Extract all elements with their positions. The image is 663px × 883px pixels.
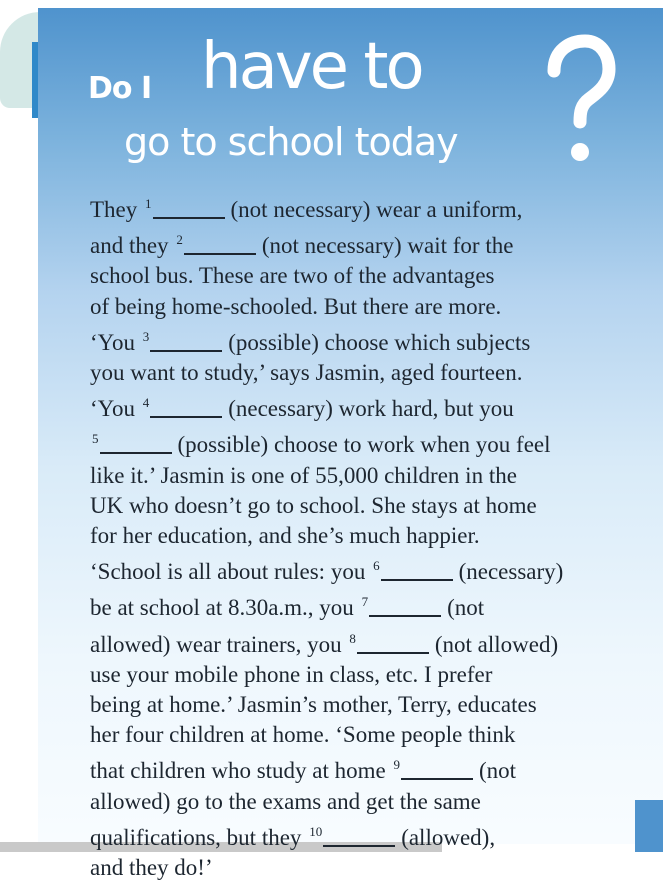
right-tab-decoration <box>635 800 663 852</box>
text-fragment: allowed) wear trainers, you <box>90 631 348 657</box>
answer-blank[interactable] <box>381 559 453 581</box>
text-fragment: that children who study at home <box>90 758 392 784</box>
gap-number: 5 <box>92 431 99 447</box>
text-fragment: (not <box>479 758 517 784</box>
gap-number: 3 <box>142 328 150 344</box>
text-fragment: and they <box>90 233 175 259</box>
gap-number: 6 <box>373 558 380 574</box>
text-fragment: (allowed), <box>401 824 496 850</box>
text-fragment: (necessary) work hard, but you <box>228 396 514 422</box>
text-fragment: like it.’ Jasmin is one of 55,000 children in the <box>90 462 517 488</box>
answer-blank[interactable] <box>184 233 256 255</box>
text-fragment: (not necessary) wear a uniform, <box>230 197 523 222</box>
text-line <box>90 189 638 225</box>
text-fragment: school bus. These are two of the advantages <box>90 263 495 289</box>
gap-number: 8 <box>349 630 356 646</box>
text-line <box>90 551 638 587</box>
text-line <box>90 261 638 291</box>
text-fragment: qualifications, but they <box>90 824 308 850</box>
text-fragment: ‘School is all about rules: you <box>90 559 372 585</box>
text-line <box>90 225 638 261</box>
answer-blank[interactable] <box>150 396 222 418</box>
gap-number: 2 <box>176 232 183 248</box>
text-line <box>90 358 638 388</box>
answer-blank[interactable] <box>100 432 172 454</box>
text-line <box>90 660 638 690</box>
answer-blank[interactable] <box>357 632 429 654</box>
text-fragment: (necessary) <box>458 559 564 585</box>
text-line <box>90 853 638 883</box>
text-line <box>90 787 638 817</box>
text-fragment: being at home.’ Jasmin’s mother, Terry, educates <box>90 692 537 718</box>
title-subtitle: go to school today <box>124 120 458 164</box>
text-fragment: allowed) go to the exams and get the same <box>90 788 481 814</box>
text-line <box>90 292 638 322</box>
text-line <box>90 817 638 853</box>
text-fragment: ‘You <box>90 329 141 355</box>
text-fragment: her four children at home. ‘Some people think <box>90 722 516 748</box>
answer-blank[interactable] <box>323 825 395 847</box>
text-fragment: for her education, and she’s much happier. <box>90 523 480 549</box>
answer-blank[interactable] <box>401 758 473 780</box>
text-fragment: (not allowed) <box>434 631 559 657</box>
text-line <box>90 521 638 551</box>
question-mark-icon <box>542 38 610 170</box>
text-fragment: (possible) choose which subjects <box>228 329 531 355</box>
gap-number: 1 <box>145 196 152 211</box>
text-fragment: use your mobile phone in class, etc. I prefer <box>90 661 493 687</box>
text-line <box>90 690 638 720</box>
text-line <box>90 750 638 786</box>
text-line <box>90 587 638 623</box>
gap-number: 9 <box>393 757 400 773</box>
text-line <box>90 491 638 521</box>
text-fragment: They <box>90 197 144 222</box>
text-fragment: you want to study,’ says Jasmin, aged fourteen. <box>90 360 523 386</box>
text-fragment: (possible) choose to work when you feel <box>177 432 551 458</box>
text-line <box>90 388 638 424</box>
text-line <box>90 624 638 660</box>
text-fragment: of being home-schooled. But there are more. <box>90 293 502 319</box>
title-prefix: Do I <box>88 71 152 106</box>
text-fragment: be at school at 8.30a.m., you <box>90 595 360 621</box>
text-line <box>90 424 638 460</box>
gap-number: 4 <box>142 395 150 411</box>
text-line <box>90 720 638 750</box>
answer-blank[interactable] <box>369 595 441 617</box>
title-main: have to <box>201 30 422 104</box>
text-fragment: and they do!’ <box>90 855 213 881</box>
text-fragment: UK who doesn’t go to school. She stays at home <box>90 492 537 518</box>
article-text <box>90 189 638 883</box>
text-fragment: (not <box>447 595 485 621</box>
answer-blank[interactable] <box>153 197 225 219</box>
gap-number: 7 <box>361 594 369 610</box>
text-fragment: ‘You <box>90 396 141 422</box>
answer-blank[interactable] <box>150 330 222 352</box>
gap-number: 10 <box>309 823 323 839</box>
text-fragment: (not necessary) wait for the <box>261 233 514 259</box>
text-line <box>90 461 638 491</box>
text-line <box>90 322 638 358</box>
